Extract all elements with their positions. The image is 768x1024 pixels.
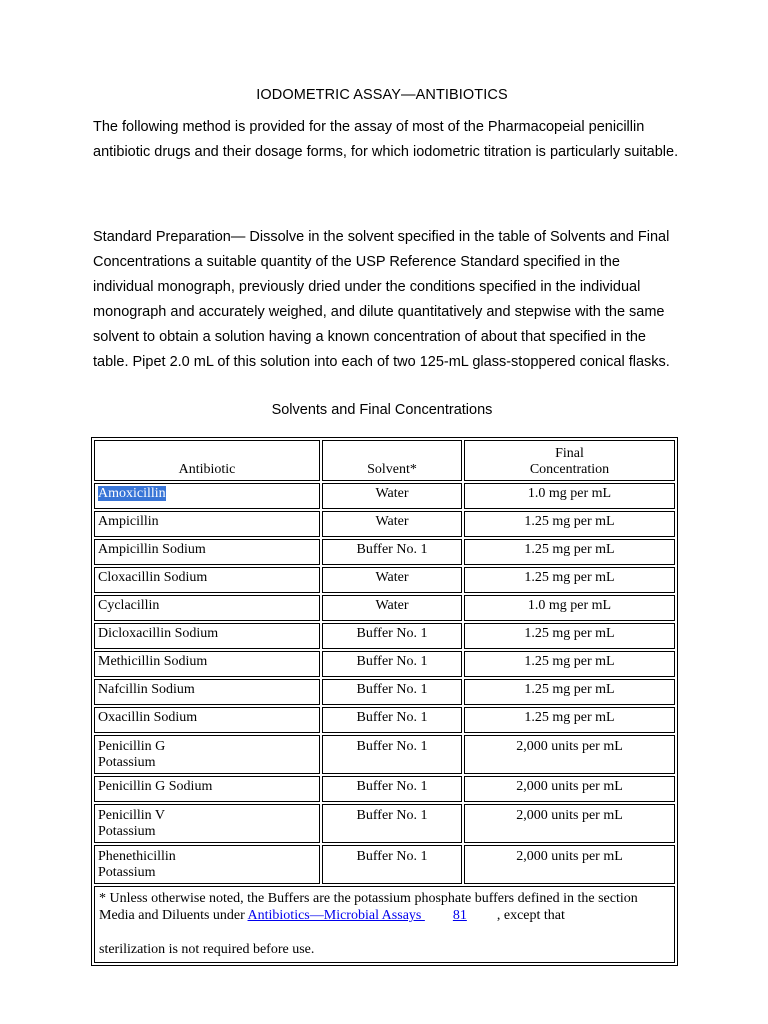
cell-concentration: 2,000 units per mL [464,845,675,884]
antibiotic-line2: Potassium [98,865,156,880]
table-row [94,539,675,565]
antibiotic-line1: Penicillin V [98,808,166,823]
cell-antibiotic: Penicillin G Sodium [94,776,320,802]
cell-antibiotic: Cloxacillin Sodium [94,567,320,593]
table-row [94,623,675,649]
table-row [94,776,675,802]
cell-antibiotic[interactable] [94,483,320,509]
intro-paragraph: The following method is provided for the assay of most of the Pharmacopeial penicillin antibiotic drugs and their dosage forms, for which iodometric titration is particularly suitable. [93,119,679,160]
cell-solvent: Water [322,567,462,593]
cell-solvent: Buffer No. 1 [322,707,462,733]
cell-antibiotic: Cyclacillin [94,595,320,621]
cell-concentration: 1.25 mg per mL [464,511,675,537]
cell-antibiotic: Ampicillin [94,511,320,537]
cell-concentration: 1.25 mg per mL [464,623,675,649]
table-caption: Solvents and Final Concentrations [271,402,493,418]
cell-solvent: Buffer No. 1 [322,845,462,884]
cell-antibiotic [94,804,320,843]
footnote-row [94,886,675,963]
table-row [94,567,675,593]
footnote-text-last: sterilization is not required before use. [99,942,315,957]
cell-concentration: 1.25 mg per mL [464,707,675,733]
footnote-cell [94,886,675,963]
cell-antibiotic [94,845,320,884]
header-final-line2: Concentration [529,462,610,477]
cell-antibiotic: Oxacillin Sodium [94,707,320,733]
cell-concentration: 2,000 units per mL [464,735,675,774]
microbial-assays-link[interactable]: Antibiotics—Microbial Assays [247,908,425,923]
cell-solvent: Water [322,595,462,621]
cell-solvent: Buffer No. 1 [322,679,462,705]
table-row [94,511,675,537]
cell-concentration: 1.25 mg per mL [464,567,675,593]
cell-solvent: Water [322,511,462,537]
table-row [94,735,675,774]
selected-text-amoxicillin[interactable]: Amoxicillin [98,486,166,501]
standard-preparation-paragraph: Standard Preparation— Dissolve in the solvent specified in the table of Solvents and Final Concentrations a suitable quantity of the USP Reference Standard specified in the individual monograph, previously dried under the conditions specified in the individual monograph and accurately weighed, and dilute quantitatively and stepwise with the same solvent to obtain a solution having a known concentration of about that specified in the table. Pipet 2.0 mL of this solution into each of two 125-mL glass-stoppered conical flasks. [93,229,670,370]
table-row [94,707,675,733]
header-antibiotic: Antibiotic [94,440,320,481]
cell-concentration: 2,000 units per mL [464,776,675,802]
cell-solvent: Buffer No. 1 [322,776,462,802]
cell-concentration: 1.25 mg per mL [464,651,675,677]
table-row [94,651,675,677]
cell-solvent: Buffer No. 1 [322,651,462,677]
antibiotic-line1: Phenethicillin [98,849,176,864]
cell-antibiotic: Ampicillin Sodium [94,539,320,565]
footnote-text-after: , except that [496,908,565,923]
table-row [94,804,675,843]
antibiotic-line1: Penicillin G [98,739,166,754]
cell-antibiotic [94,735,320,774]
cell-antibiotic: Dicloxacillin Sodium [94,623,320,649]
cell-solvent: Water [322,483,462,509]
header-final-line1: Final [555,446,584,461]
table-header-row [94,440,675,481]
table-row [94,595,675,621]
antibiotic-line2: Potassium [98,824,156,839]
cell-concentration: 1.0 mg per mL [464,595,675,621]
chapter-81-link[interactable]: 81 [452,908,467,923]
solvents-table-container [91,437,678,966]
table-row [94,845,675,884]
footnote-text: * Unless otherwise noted, the Buffers are the potassium phosphate buffers defined in the section Media and Diluents under [99,891,638,923]
antibiotic-line2: Potassium [98,755,156,770]
cell-concentration: 2,000 units per mL [464,804,675,843]
cell-concentration: 1.0 mg per mL [464,483,675,509]
table-row [94,679,675,705]
cell-concentration: 1.25 mg per mL [464,539,675,565]
cell-antibiotic: Nafcillin Sodium [94,679,320,705]
cell-solvent: Buffer No. 1 [322,735,462,774]
cell-solvent: Buffer No. 1 [322,539,462,565]
cell-solvent: Buffer No. 1 [322,623,462,649]
cell-solvent: Buffer No. 1 [322,804,462,843]
cell-antibiotic: Methicillin Sodium [94,651,320,677]
header-final-concentration [464,440,675,481]
table-row [94,483,675,509]
cell-concentration: 1.25 mg per mL [464,679,675,705]
header-solvent: Solvent* [322,440,462,481]
solvents-table [91,437,678,966]
document-title: IODOMETRIC ASSAY—ANTIBIOTICS [256,87,508,103]
